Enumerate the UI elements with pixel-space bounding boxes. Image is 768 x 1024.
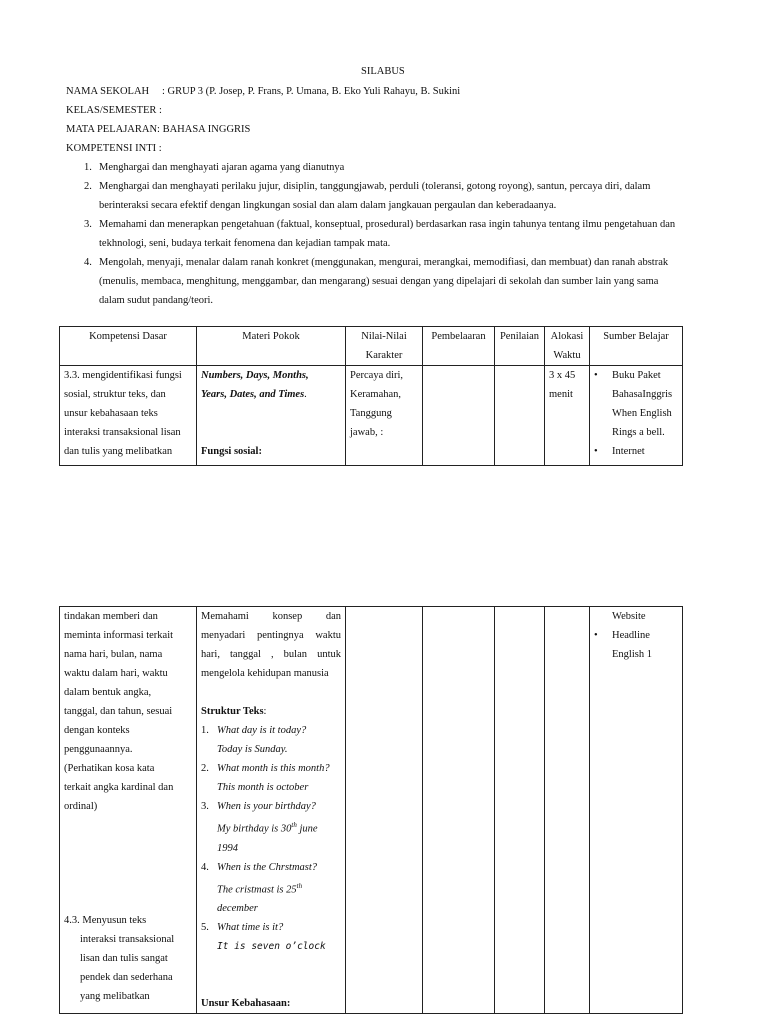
- cell-line: waktu dalam hari, waktu: [64, 668, 168, 679]
- materi-period: .: [304, 389, 307, 400]
- cell-sumber-belajar: [590, 366, 683, 466]
- item-number: 5.: [201, 922, 209, 933]
- cell-line: Rings a bell.: [612, 427, 665, 438]
- header-label: Nilai-Nilai: [361, 331, 407, 342]
- question-text: When is the Chrstmast?: [217, 861, 318, 873]
- item-number: 1.: [201, 725, 209, 736]
- ki-number: 1.: [84, 162, 92, 173]
- cell-line: Percaya diri,: [350, 370, 404, 381]
- item-number: 3.: [201, 801, 209, 812]
- cell-line: tindakan memberi dan: [64, 611, 158, 622]
- cell-nilai-karakter: [346, 366, 423, 466]
- cell-line: dalam bentuk angka,: [64, 687, 152, 698]
- cell-line: tanggal, dan tahun, sesuai: [64, 706, 173, 717]
- cell-line: Keramahan,: [350, 389, 402, 400]
- ki-number: 2.: [84, 181, 92, 192]
- cell-line: nama hari, bulan, nama: [64, 649, 163, 660]
- cell-line: jawab, :: [350, 427, 384, 438]
- cell-materi-pokok: [197, 607, 346, 1014]
- cell-line: 3 x 45: [549, 370, 576, 381]
- cell-line: Memahami konsep dan: [201, 611, 341, 622]
- cell-line: Tanggung: [350, 408, 392, 419]
- cell-pembelajaran: [423, 366, 495, 466]
- answer-text: This month is october: [217, 782, 309, 793]
- cell-line: menyadari pentingnya waktu: [201, 630, 341, 641]
- answer-text: [201, 816, 341, 839]
- answer-text: december: [217, 903, 258, 914]
- cell-line: 3.3. mengidentifikasi fungsi: [64, 370, 182, 381]
- ki-number: 4.: [84, 257, 92, 268]
- nama-sekolah-value: : GRUP 3 (P. Josep, P. Frans, P. Umana, B. Eko Yuli Rahayu, B. Sukini: [162, 86, 461, 97]
- cell-line: interaksi transaksional lisan: [64, 427, 181, 438]
- cell-line: pendek dan sederhana: [80, 972, 173, 983]
- header-nilai-karakter: [346, 327, 423, 366]
- header-label: Karakter: [365, 350, 403, 361]
- answer-text: Today is Sunday.: [217, 744, 288, 755]
- cell-line: (Perhatikan kosa kata: [64, 763, 155, 774]
- list-item: [201, 721, 341, 740]
- header-label: Pembelaaran: [431, 331, 486, 342]
- cell-line: • Buku Paket: [612, 370, 661, 381]
- header-penilaian: [495, 327, 545, 366]
- cell-line: lisan dan tulis sangat: [80, 953, 168, 964]
- fungsi-sosial-label: Fungsi sosial:: [201, 446, 262, 457]
- question-text: When is your birthday?: [217, 801, 316, 812]
- cell-line: yang melibatkan: [80, 991, 150, 1002]
- syllabus-table-continued: [59, 606, 683, 1014]
- header-materi-pokok: [197, 327, 346, 366]
- unsur-kebahasaan-label: Unsur Kebahasaan:: [201, 998, 291, 1009]
- cell-line: hari, tanggal , bulan untuk: [201, 649, 341, 660]
- cell-line: sosial, struktur teks, dan: [64, 389, 166, 400]
- answer-text: It is seven o’clock: [217, 941, 326, 952]
- answer-part: june: [296, 823, 318, 835]
- question-text: What month is this month?: [217, 763, 330, 774]
- cell-penilaian: [495, 607, 545, 1014]
- ki-line: tekhnologi, seni, budaya terkait fenomena dan kejadian tampak mata.: [99, 238, 391, 249]
- materi-topic-line: Years, Dates, and Times: [201, 389, 305, 400]
- header-label: Materi Pokok: [242, 331, 300, 342]
- header-pembelajaran: [423, 327, 495, 366]
- cell-line: Website: [612, 611, 646, 622]
- question-text: What time is it?: [217, 922, 284, 933]
- item-number: 4.: [201, 861, 209, 873]
- kompetensi-inti-label: KOMPETENSI INTI :: [66, 143, 162, 154]
- ki-line: dalam sudut pandang/teori.: [99, 295, 214, 306]
- list-item: [594, 366, 678, 442]
- list-item: [594, 626, 678, 664]
- cell-line: terkait angka kardinal dan: [64, 782, 174, 793]
- document-title: SILABUS: [361, 66, 405, 77]
- header-sumber-belajar: [590, 327, 683, 366]
- cell-kompetensi-dasar: [60, 607, 197, 1014]
- cell-line: dan tulis yang melibatkan: [64, 446, 173, 457]
- cell-nilai-karakter: [346, 607, 423, 1014]
- answer-text: 1994: [217, 842, 238, 854]
- ki-line: Menghargai dan menghayati perilaku jujur, disiplin, tanggungjawab, perduli (toleransi, gotong royong), santun, percaya diri, dalam: [99, 181, 651, 192]
- ki-line: Mengolah, menyaji, menalar dalam ranah konkret (menggunakan, mengurai, merangkai, memodifiasi, dan membuat) dan ranah abstrak: [99, 257, 669, 268]
- cell-sumber-belajar: [590, 607, 683, 1014]
- cell-kompetensi-dasar: [60, 366, 197, 466]
- table-row: [60, 607, 683, 1014]
- table-header-row: [60, 327, 683, 366]
- cell-line: Internet: [612, 446, 645, 457]
- cell-line: dengan konteks: [64, 725, 130, 736]
- header-kompetensi-dasar: [60, 327, 197, 366]
- cell-line: ordinal): [64, 801, 98, 812]
- header-label: Kompetensi Dasar: [89, 331, 167, 342]
- kelas-semester: KELAS/SEMESTER :: [66, 105, 162, 116]
- cell-line: penggunaannya.: [64, 744, 133, 755]
- item-number: 2.: [201, 763, 209, 774]
- cell-line: 4.3. Menyusun teks: [64, 915, 147, 926]
- ki-line: Memahami dan menerapkan pengetahuan (faktual, konseptual, prosedural) berdasarkan rasa ingin tahunya tentang ilmu pengetahuan dan: [99, 219, 676, 230]
- mata-pelajaran: MATA PELAJARAN: BAHASA INGGRIS: [66, 124, 251, 135]
- ordinal-suffix: th: [296, 881, 303, 890]
- struktur-teks-label: Struktur Teks: [201, 706, 264, 717]
- cell-line: mengelola kehidupan manusia: [201, 668, 329, 679]
- cell-line: English 1: [612, 649, 652, 660]
- cell-line: interaksi transaksional: [80, 934, 175, 945]
- cell-line: When English: [612, 408, 672, 419]
- question-text: What day is it today?: [217, 725, 307, 736]
- list-item: [201, 858, 341, 877]
- ordinal-suffix: th: [291, 821, 297, 829]
- cell-alokasi-waktu: [545, 607, 590, 1014]
- cell-line: menit: [549, 389, 573, 400]
- list-item: [594, 442, 678, 461]
- nama-sekolah-label: NAMA SEKOLAH: [66, 86, 150, 97]
- cell-penilaian: [495, 366, 545, 466]
- cell-line: meminta informasi terkait: [64, 630, 174, 641]
- materi-topic-line: Numbers, Days, Months,: [201, 370, 309, 381]
- cell-materi-pokok: [197, 366, 346, 466]
- list-item: [201, 759, 341, 778]
- header-label: Alokasi: [550, 331, 584, 342]
- cell-line: unsur kebahasaan teks: [64, 408, 158, 419]
- cell-line: • Headline: [612, 630, 650, 641]
- cell-alokasi-waktu: [545, 366, 590, 466]
- list-item: [201, 797, 341, 816]
- cell-pembelajaran: [423, 607, 495, 1014]
- syllabus-table-top: [59, 326, 683, 466]
- ki-line: Menghargai dan menghayati ajaran agama yang dianutnya: [99, 162, 345, 173]
- header-label: Waktu: [553, 350, 581, 361]
- ki-number: 3.: [84, 219, 92, 230]
- answer-part: The cristmast is 25: [217, 884, 297, 895]
- answer-part: My birthday is 30: [217, 823, 292, 835]
- cell-line: BahasaInggris: [612, 389, 673, 400]
- struktur-colon: :: [263, 706, 267, 717]
- answer-text: [201, 877, 341, 900]
- list-item: [201, 918, 341, 937]
- header-label: Penilaian: [499, 331, 540, 342]
- header-alokasi-waktu: [545, 327, 590, 366]
- ki-line: (menulis, membaca, menghitung, menggambar, dan mengarang) sesuai dengan yang dipelajari di sekolah dan sumber lain yang sama: [99, 276, 659, 287]
- table-row: [60, 366, 683, 466]
- header-label: Sumber Belajar: [603, 331, 669, 342]
- ki-line: berinteraksi secara efektif dengan lingkungan sosial dan alam dalam jangkauan pergaulan dan keberadaanya.: [99, 200, 557, 211]
